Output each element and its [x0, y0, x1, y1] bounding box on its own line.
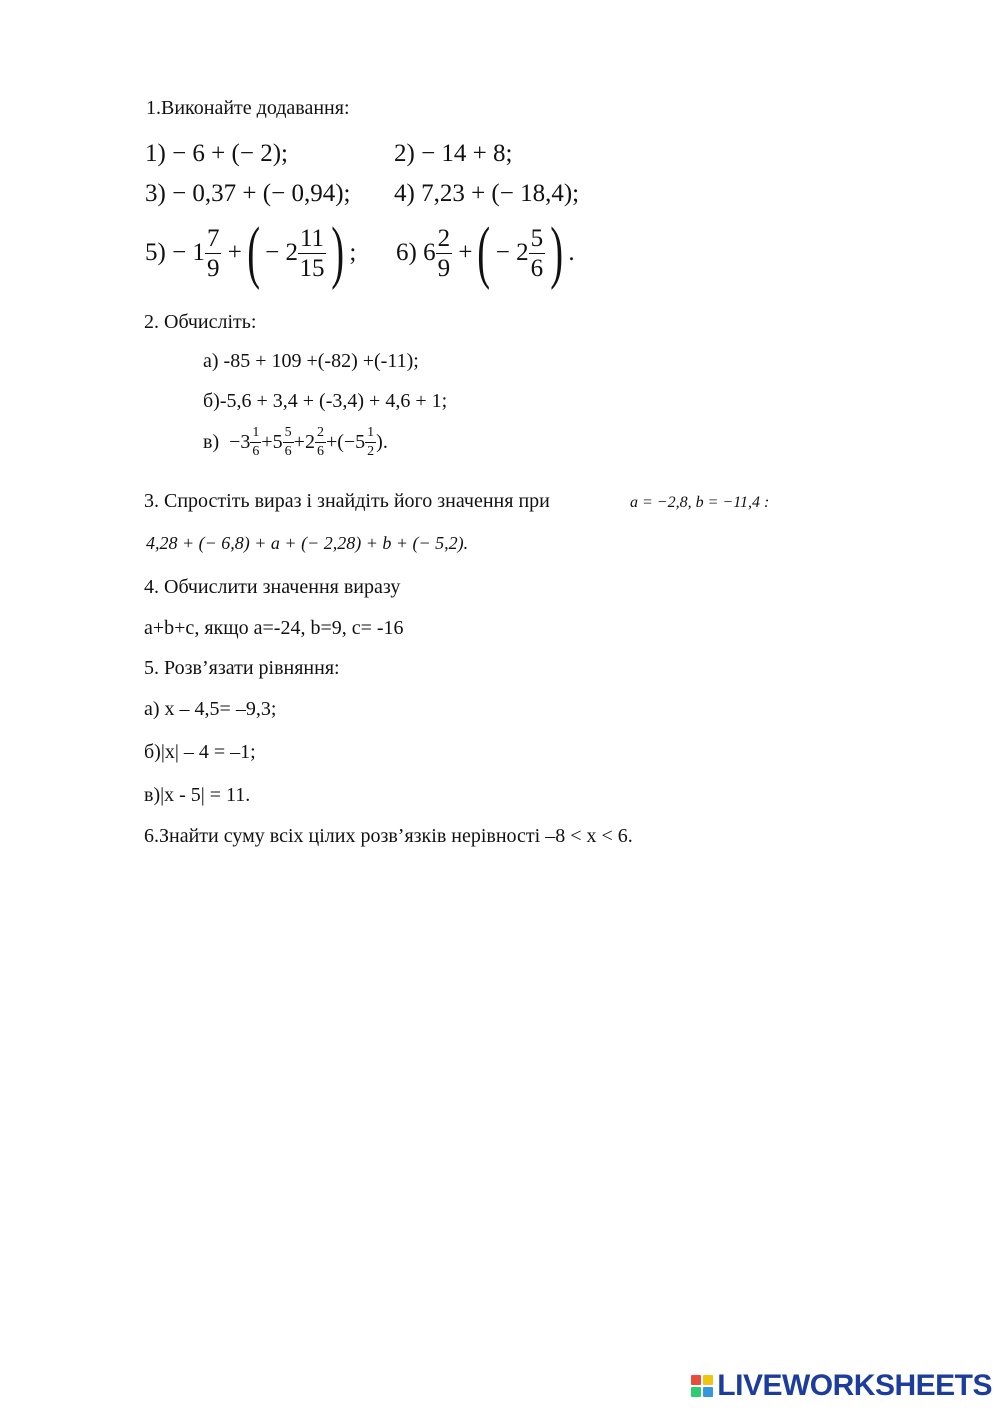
liveworksheets-logo: [691, 1369, 992, 1403]
right-paren: ): [550, 214, 564, 291]
fraction: $\frac{5}{6}$: [284, 425, 292, 459]
task1-item-4: 4) 7,23 + (− 18,4);: [394, 180, 580, 207]
task2-heading: 2. Обчисліть:: [144, 311, 257, 333]
right-paren: ): [331, 214, 345, 291]
task2-item-a: а) -85 + 109 +(-82) +(-11);: [203, 350, 419, 372]
task1-item-2: 2) − 14 + 8;: [394, 140, 513, 167]
task4-line: a+b+c, якщо a=-24, b=9, c= -16: [144, 617, 404, 639]
fraction: $\frac{1}{6}$: [252, 425, 260, 459]
fraction: $\frac{1}{2}$: [367, 425, 375, 459]
fraction: $\frac{2}{6}$: [316, 425, 324, 459]
task6-line: 6.Знайти суму всіх цілих розв’язків нерівності –8 < x < 6.: [144, 825, 633, 847]
fraction: $\frac{5}{6}$: [530, 224, 544, 282]
task5-heading: 5. Розв’язати рівняння:: [144, 657, 340, 679]
task1-item-5: 5) − 1 $\frac{7}{9}$ + ( − 2 $\frac{11}{15}$ ) ;: [145, 214, 357, 291]
task3-expression: 4,28 + (− 6,8) + a + (− 2,28) + b + (− 5,2).: [146, 533, 469, 553]
task3-condition: a = −2,8, b = −11,4 :: [630, 494, 770, 511]
logo-text: LIVEWORKSHEETS: [717, 1369, 992, 1402]
fraction: $\frac{2}{9}$: [437, 224, 451, 282]
task4-heading: 4. Обчислити значення виразу: [144, 576, 401, 598]
task5-item-a: а) x – 4,5= –9,3;: [144, 698, 277, 720]
left-paren: (: [477, 214, 491, 291]
task2-item-b: б)-5,6 + 3,4 + (-3,4) + 4,6 + 1;: [203, 390, 448, 412]
task1-item-6: 6) 6 $\frac{2}{9}$ + ( − 2 $\frac{5}{6}$ ) .: [396, 214, 575, 291]
task1-item-1: 1) − 6 + (− 2);: [145, 140, 288, 167]
left-paren: (: [247, 214, 260, 291]
task1-item-3: 3) − 0,37 + (− 0,94);: [145, 180, 351, 207]
task2-item-c: в) −3 $\frac{1}{6}$ +5 $\frac{5}{6}$ +2 $\frac{2}{6}$ +(−5 $\frac{1}{2}$ ).: [203, 425, 388, 459]
task5-item-c: в)|x - 5| = 11.: [144, 784, 251, 806]
logo-grid-icon: [691, 1375, 713, 1397]
task3-heading: 3. Спростіть вираз і знайдіть його значення при: [144, 490, 550, 512]
fraction: $\frac{7}{9}$: [206, 224, 220, 282]
task5-item-b: б)|x| – 4 = –1;: [144, 741, 256, 763]
fraction: $\frac{11}{15}$: [299, 224, 325, 282]
task1-heading: 1.Виконайте додавання:: [146, 97, 350, 119]
